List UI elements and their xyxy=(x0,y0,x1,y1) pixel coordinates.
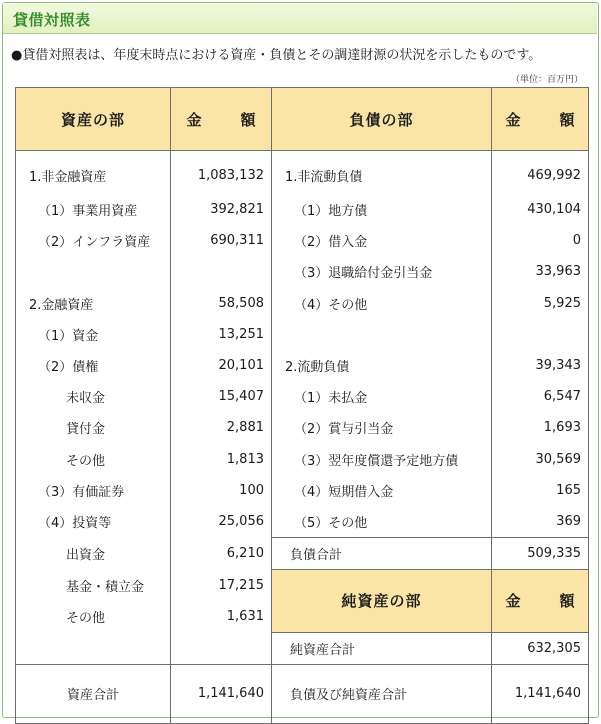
asset-value: 17,215 xyxy=(171,570,272,601)
assets-amount-header: 金 額 xyxy=(171,88,272,151)
liability-value: 430,104 xyxy=(492,194,589,225)
asset-label xyxy=(16,256,171,287)
asset-label: 未収金 xyxy=(16,381,171,412)
liab-net-total-label: 負債及び純資産合計 xyxy=(272,664,492,723)
table-row xyxy=(16,194,589,225)
asset-value: 20,101 xyxy=(171,350,272,381)
liability-label: （4）短期借入金 xyxy=(272,475,492,506)
asset-value: 100 xyxy=(171,475,272,506)
asset-label: 貸付金 xyxy=(16,412,171,443)
asset-value: 58,508 xyxy=(171,288,272,319)
net-assets-amount-header: 金 額 xyxy=(492,570,589,632)
liability-label: （4）その他 xyxy=(272,288,492,319)
table-row xyxy=(16,412,589,443)
description-text: ●貸借対照表は、年度末時点における資産・負債とその調達財源の状況を示したものです。 xyxy=(11,48,542,63)
asset-label: その他 xyxy=(16,601,171,632)
liability-label: （3）翌年度償還予定地方債 xyxy=(272,444,492,475)
table-row xyxy=(16,350,589,381)
liability-label: （1）地方債 xyxy=(272,194,492,225)
asset-label: （2）債権 xyxy=(16,350,171,381)
title-bar xyxy=(3,3,597,34)
asset-label: （4）投資等 xyxy=(16,506,171,538)
asset-label: 基金・積立金 xyxy=(16,570,171,601)
assets-total-label: 資産合計 xyxy=(16,664,171,723)
page-title: 貸借対照表 xyxy=(13,11,91,29)
asset-label: （3）有価証券 xyxy=(16,475,171,506)
liability-value: 469,992 xyxy=(492,151,589,195)
asset-value: 6,210 xyxy=(171,538,272,570)
table-row xyxy=(16,381,589,412)
liability-value: 5,925 xyxy=(492,288,589,319)
assets-total-value: 1,141,640 xyxy=(171,664,272,723)
table-row xyxy=(16,444,589,475)
liability-label: （1）未払金 xyxy=(272,381,492,412)
asset-label: （1）事業用資産 xyxy=(16,194,171,225)
asset-label: （1）資金 xyxy=(16,319,171,350)
liabilities-amount-header: 金 額 xyxy=(492,88,589,151)
asset-value xyxy=(171,256,272,287)
net-assets-total-value: 632,305 xyxy=(492,632,589,664)
asset-value: 1,631 xyxy=(171,601,272,632)
asset-label: 1.非金融資産 xyxy=(16,151,171,195)
table-row xyxy=(16,256,589,287)
liability-value: 369 xyxy=(492,506,589,538)
asset-value: 15,407 xyxy=(171,381,272,412)
table-row xyxy=(16,151,589,195)
asset-value: 690,311 xyxy=(171,225,272,256)
asset-label xyxy=(16,632,171,664)
table-row xyxy=(16,632,589,664)
table-header-row xyxy=(16,88,589,151)
asset-value: 25,056 xyxy=(171,506,272,538)
liability-label: 2.流動負債 xyxy=(272,350,492,381)
table-row xyxy=(16,538,589,570)
liability-label: （5）その他 xyxy=(272,506,492,538)
asset-label: （2）インフラ資産 xyxy=(16,225,171,256)
table-row xyxy=(16,288,589,319)
asset-value xyxy=(171,632,272,664)
net-assets-header: 純資産の部 xyxy=(272,570,492,632)
liability-label xyxy=(272,319,492,350)
totals-row xyxy=(16,664,589,723)
liability-label: （2）借入金 xyxy=(272,225,492,256)
table-row xyxy=(16,475,589,506)
table-row xyxy=(16,319,589,350)
liability-value: 39,343 xyxy=(492,350,589,381)
liability-value: 0 xyxy=(492,225,589,256)
table-row xyxy=(16,506,589,538)
asset-value: 392,821 xyxy=(171,194,272,225)
asset-label: その他 xyxy=(16,444,171,475)
liability-value: 165 xyxy=(492,475,589,506)
liability-value: 1,693 xyxy=(492,412,589,443)
asset-value: 1,083,132 xyxy=(171,151,272,195)
liability-value: 6,547 xyxy=(492,381,589,412)
assets-header: 資産の部 xyxy=(16,88,171,151)
liability-total-value: 509,335 xyxy=(492,538,589,570)
balance-sheet-table xyxy=(15,87,589,724)
liability-label: （3）退職給付金引当金 xyxy=(272,256,492,287)
liability-label: （2）賞与引当金 xyxy=(272,412,492,443)
unit-label: （単位：百万円） xyxy=(510,75,583,85)
liability-value xyxy=(492,319,589,350)
asset-value: 1,813 xyxy=(171,444,272,475)
table-row xyxy=(16,225,589,256)
net-assets-total-label: 純資産合計 xyxy=(272,632,492,664)
liab-net-total-value: 1,141,640 xyxy=(492,664,589,723)
asset-label: 出資金 xyxy=(16,538,171,570)
liabilities-header: 負債の部 xyxy=(272,88,492,151)
asset-value: 2,881 xyxy=(171,412,272,443)
liability-label: 1.非流動負債 xyxy=(272,151,492,195)
liability-total-label: 負債合計 xyxy=(272,538,492,570)
liability-value: 33,963 xyxy=(492,256,589,287)
liability-value: 30,569 xyxy=(492,444,589,475)
table-row xyxy=(16,570,589,601)
asset-value: 13,251 xyxy=(171,319,272,350)
asset-label: 2.金融資産 xyxy=(16,288,171,319)
